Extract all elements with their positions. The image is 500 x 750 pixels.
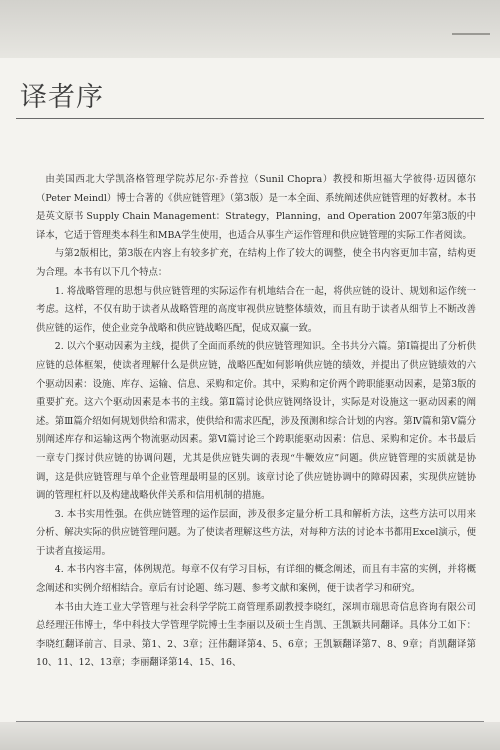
paragraph: 由美国西北大学凯洛格管理学院苏尼尔·乔普拉（Sunil Chopra）教授和斯坦福大学彼得·迈因德尔（Peter Meindl）博士合著的《供应链管理》（第3版）是一本全面、系统阐述供应链管理的好教材。本书是英文原书 Supply Chain Management：Strategy，Planning，and Operation 2007年第3版的中译本，它适于管理类本科生和MBA学生使用，也适合从事生产运作管理和供应链管理的实际工作者阅读。 — [36, 174, 476, 241]
top-band — [0, 0, 500, 58]
paragraph: 4. 本书内容丰富，体例规范。每章不仅有学习目标，有详细的概念阐述，而且有丰富的实例，并将概念阐述和实例介绍相结合。章后有讨论题、练习题、参考文献和案例，便于读者学习和研究。 — [36, 564, 476, 595]
page-title: 译者序 — [20, 82, 104, 113]
paragraph: 2. 以六个驱动因素为主线，提供了全面而系统的供应链管理知识。全书共分六篇。第Ⅰ篇提出了分析供应链的总体框架，使读者理解什么是供应链，战略匹配如何影响供应链的绩效，并提出了供应链绩效的六个驱动因素：设施、库存、运输、信息、采购和定价。其中，采购和定价两个跨职能驱动因素，是第3版的重要扩充。这六个驱动因素是本书的主线。第Ⅱ篇讨论供应链网络设计，实际是对设施这一驱动因素的阐述。第Ⅲ篇介绍如何规划供给和需求，使供给和需求匹配，涉及预测和综合计划的内容。第Ⅳ篇和第Ⅴ篇分别阐述库存和运输这两个物流驱动因素。第Ⅵ篇讨论三个跨职能驱动因素：信息、采购和定价。本书最后一章专门探讨供应链的协调问题，尤其是供应链失调的表现“牛鞭效应”问题。供应链管理的实质就是协调，这是供应链管理与单个企业管理最明显的区别。该章讨论了供应链协调中的障碍因素，实现供应链协调的管理杠杆以及构建战略伙伴关系和信用机制的措施。 — [36, 341, 476, 502]
title-rule — [16, 118, 484, 119]
paragraph: 3. 本书实用性强。在供应链管理的运作层面，涉及很多定量分析工具和解析方法，这些方法可以用来分析、解决实际的供应链管理问题。为了使读者理解这些方法，对每种方法的讨论本书都用Excel演示，便于读者直接运用。 — [36, 508, 476, 557]
bottom-band — [0, 722, 500, 750]
paragraph: 本书由大连工业大学管理与社会科学学院工商管理系副教授李晓红，深圳市瑞思奇信息咨询有限公司总经理汪伟博士，华中科技大学管理学院博士生李丽以及硕士生肖凯、王凯颖共同翻译。具体分工如下：李晓红翻译前言、目录、第1、2、3章；汪伟翻译第4、5、6章；王凯颖翻译第7、8、9章；肖凯翻译第10、11、12、13章；李丽翻译第14、15、16、 — [36, 601, 476, 669]
paragraph: 与第2版相比，第3版在内容上有较多扩充，在结构上作了较大的调整，使全书内容更加丰富，结构更为合理。本书有以下几个特点： — [36, 248, 476, 278]
corner-mark — [452, 33, 490, 35]
paragraph: 1. 将战略管理的思想与供应链管理的实际运作有机地结合在一起，将供应链的设计、规划和运作统一考虑。这样，不仅有助于读者从战略管理的高度审视供应链整体绩效，而且有助于读者从细节上不断改善供应链的运作，使企业竞争战略和供应链战略匹配，促成双赢一致。 — [36, 285, 476, 334]
preface-body — [36, 171, 476, 673]
